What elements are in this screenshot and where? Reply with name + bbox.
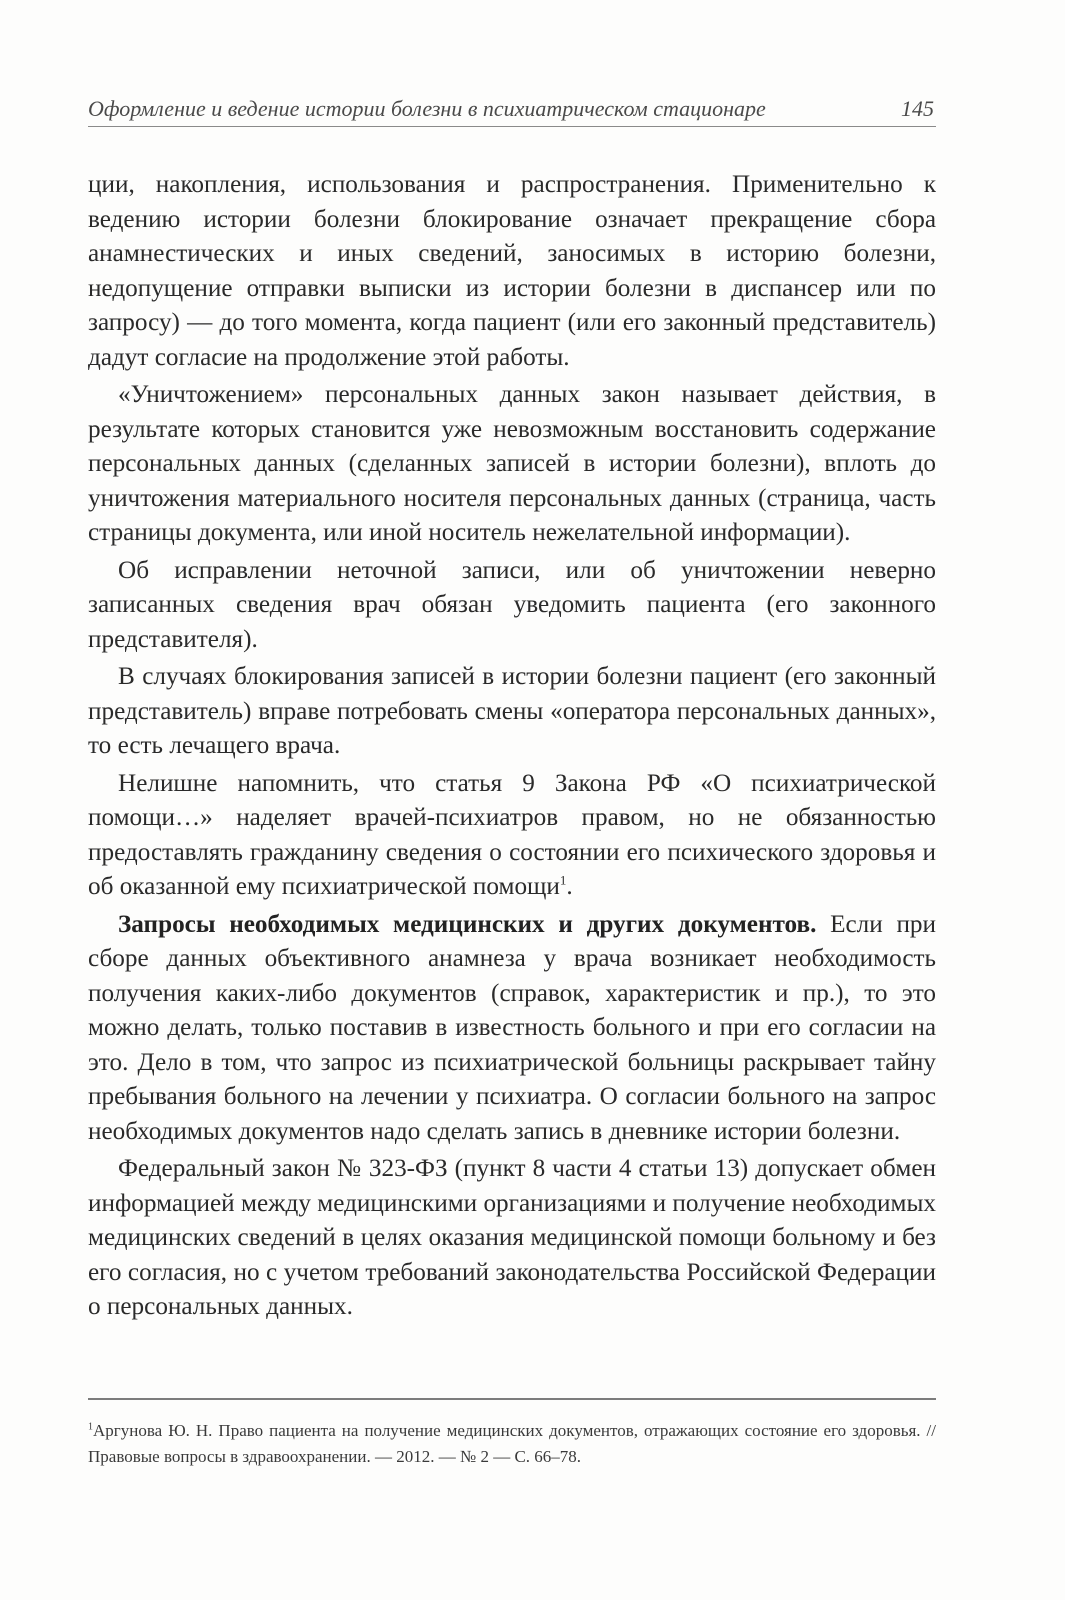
paragraph bbox=[88, 1152, 936, 1325]
paragraph-text: Федеральный закон № 323-ФЗ (пункт 8 части 4 статьи 13) допускает обмен информацией между медицинскими организациями и получение необходимых медицинских сведений в целях оказания медицинской помощи больному и без его согласия, но с учетом требований законодательства Российской Федерации о персональных данных. bbox=[88, 1155, 936, 1320]
paragraph-text: В случаях блокирования записей в истории болезни пациент (его законный представитель) вправе потребовать смены «оператора персональных данных», то есть лечащего врача. bbox=[88, 663, 936, 759]
paragraph-tail: . bbox=[566, 873, 573, 900]
paragraph-text: Нелишне напомнить, что статья 9 Закона РФ «О психиатрической помощи…» наделяет врачей-психиатров правом, но не обязанностью предоставлять гражданину сведения о состоянии его психического здоровья и об оказанной ему психиатрической помощи bbox=[88, 769, 936, 900]
paragraph bbox=[88, 660, 936, 764]
paragraph bbox=[88, 908, 936, 1150]
paragraph bbox=[88, 378, 936, 551]
paragraph-text: «Уничтожением» персональных данных закон называет действия, в результате которых становится уже невозможным восстановить содержание персональных данных (сделанных записей в истории болезни), вплоть до уничтожения материального носителя персональных данных (страница, часть страницы документа, или иной носитель нежелательной информации). bbox=[88, 381, 936, 546]
footnote-text: Аргунова Ю. Н. Право пациента на получение медицинских документов, отражающих состояние его здоровья. // Правовые вопросы в здравоохранении. — 2012. — № 2 — С. 66–78. bbox=[88, 1421, 936, 1466]
running-head-title: Оформление и ведение истории болезни в психиатрическом стационаре bbox=[88, 96, 766, 121]
paragraph bbox=[88, 168, 936, 375]
footnote bbox=[88, 1418, 936, 1470]
section-lead-heading: Запросы необходимых медицинских и других документов. bbox=[118, 910, 817, 938]
paragraph bbox=[88, 554, 936, 658]
running-head bbox=[88, 92, 936, 127]
footnote-divider bbox=[88, 1398, 936, 1400]
footnote-marker: 1 bbox=[88, 1421, 93, 1433]
paragraph bbox=[88, 767, 936, 905]
paragraph-text: Если при сборе данных объективного анамнеза у врача возникает необходимость получения каких-либо документов (справок, характеристик и пр.), то это можно делать, только поставив в известность больного и при его согласии на это. Дело в том, что запрос из психиатрической больницы раскрывает тайну пребывания больного на лечении у психиатра. О согласии больного на запрос необходимых документов надо сделать запись в дневнике истории болезни. bbox=[88, 910, 936, 1145]
paragraph-text: Об исправлении неточной записи, или об уничтожении неверно записанных сведения врач обязан уведомить пациента (его законного представителя). bbox=[88, 556, 936, 653]
page-number: 145 bbox=[901, 96, 934, 121]
body-text bbox=[88, 168, 936, 1328]
paragraph-text: ции, накопления, использования и распространения. Применительно к ведению истории болезни блокирование означает прекращение сбора анамнестических и иных сведений, заносимых в историю болезни, недопущение отправки выписки из истории болезни в диспансер или по запросу) — до того момента, когда пациент (или его законный представитель) дадут согласие на продолжение этой работы. bbox=[88, 171, 936, 371]
footnote-reference[interactable]: 1 bbox=[559, 872, 567, 888]
